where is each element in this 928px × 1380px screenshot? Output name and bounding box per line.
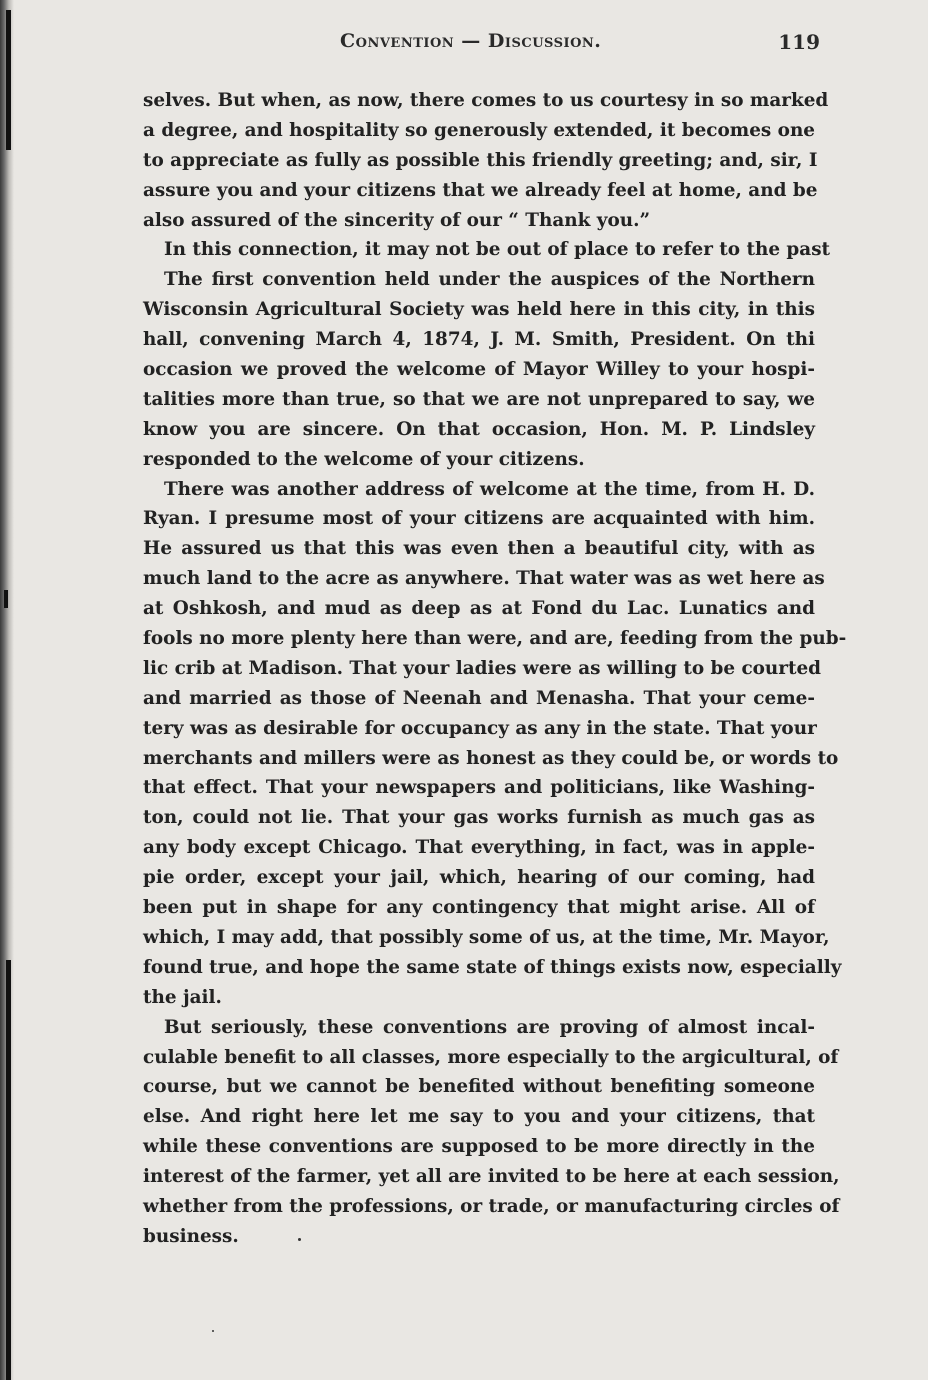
running-head [140,30,820,58]
text-line: a degree, and hospitality so generously extended, it becomes one [143,119,816,141]
page-number: 119 [778,30,820,54]
text-line: But seriously, these conventions are proving of almost incal- [164,1016,815,1038]
text-line: been put in shape for any contingency that might arise. All of [143,897,815,919]
text-line: assure you and your citizens that we already feel at home, and be [143,179,818,201]
binding-mark [6,10,11,150]
text-line: whether from the professions, or trade, or manufacturing circles of [143,1195,840,1217]
text-line: hall, convening March 4, 1874, J. M. Smith, President. On thi [143,329,815,351]
text-line: know you are sincere. On that occasion, Hon. M. P. Lindsley [143,418,815,440]
text-line: the jail. [143,986,222,1008]
text-line: responded to the welcome of your citizens. [143,448,585,470]
text-line: much land to the acre as anywhere. That water was as wet here as [143,568,825,590]
text-line: course, but we cannot be benefited without benefiting someone [143,1076,815,1098]
ink-speck [298,1238,301,1241]
text-line: pie order, except your jail, which, hearing of our coming, had [143,867,815,889]
text-line: and married as those of Neenah and Menasha. That your ceme- [143,687,815,709]
text-line: while these conventions are supposed to be more directly in the [143,1136,815,1158]
text-line: ton, could not lie. That your gas works furnish as much gas as [143,807,815,829]
text-line: merchants and millers were as honest as they could be, or words to [143,747,839,769]
text-line: There was another address of welcome at the time, from H. D. [164,478,815,500]
text-line: tery was as desirable for occupancy as any in the state. That your [143,717,817,739]
running-title: Convention — Discussion. [340,30,602,52]
text-line: talities more than true, so that we are not unprepared to say, we [143,388,815,410]
text-line: In this connection, it may not be out of place to refer to the past [164,239,831,261]
binding-mark [4,590,8,608]
ink-speck [212,1330,214,1332]
text-line: Ryan. I presume most of your citizens are acquainted with him. [143,508,815,530]
text-line: He assured us that this was even then a beautiful city, with as [143,538,815,560]
text-line: The first convention held under the auspices of the Northern [164,269,815,291]
text-line: which, I may add, that possibly some of us, at the time, Mr. Mayor, [143,926,830,948]
text-line: selves. But when, as now, there comes to us courtesy in so marked [143,90,829,111]
text-line: any body except Chicago. That everything, in fact, was in apple- [143,837,815,859]
text-line: occasion we proved the welcome of Mayor Willey to your hospi- [143,359,815,381]
text-line: found true, and hope the same state of things exists now, especially [143,956,842,978]
text-line: fools no more plenty here than were, and are, feeding from the pub- [143,628,847,650]
body-text [143,86,847,1252]
text-line: else. And right here let me say to you and your citizens, that [143,1106,815,1128]
text-line: also assured of the sincerity of our “ Thank you.” [143,209,651,231]
text-line: lic crib at Madison. That your ladies were as willing to be courted [143,657,822,679]
text-line: at Oshkosh, and mud as deep as at Fond du Lac. Lunatics and [143,598,815,620]
text-line: interest of the farmer, yet all are invited to be here at each session, [143,1166,840,1188]
binding-mark [6,960,11,1380]
text-line: Wisconsin Agricultural Society was held here in this city, in this [143,299,815,321]
text-line: culable benefit to all classes, more especially to the argicultural, of [143,1046,839,1068]
text-line: business. [143,1225,239,1247]
text-line: to appreciate as fully as possible this friendly greeting; and, sir, I [143,149,818,171]
text-line: that effect. That your newspapers and politicians, like Washing- [143,777,815,799]
